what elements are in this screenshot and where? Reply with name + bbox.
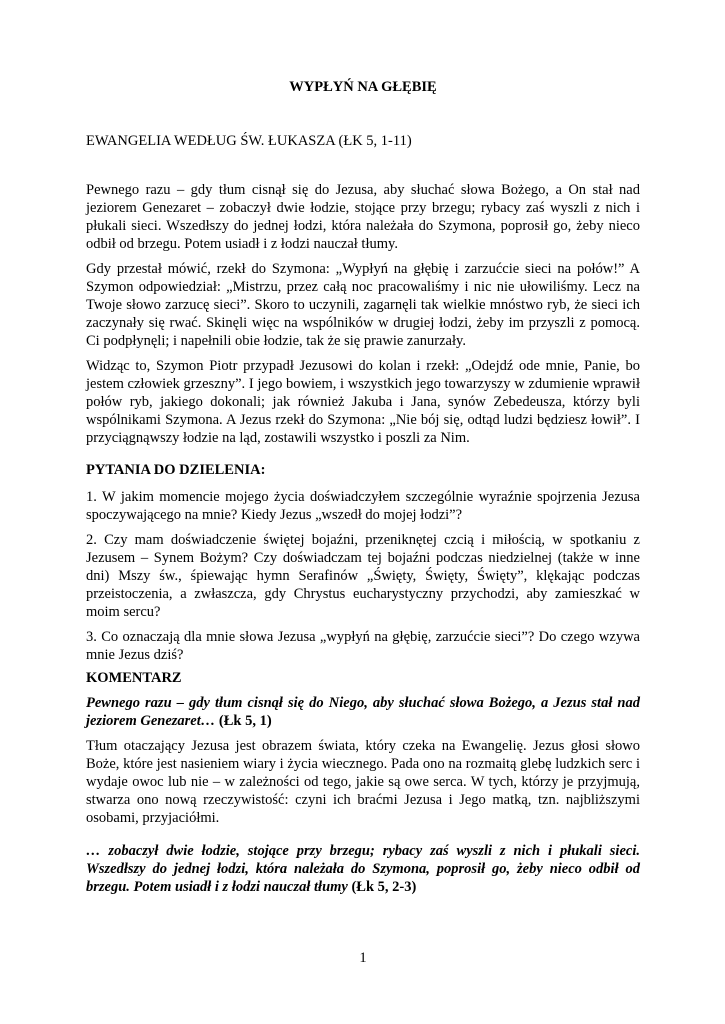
gospel-paragraph: Pewnego razu – gdy tłum cisnął się do Jezusa, aby słuchać słowa Bożego, a On stał nad jeziorem Genezaret – zobaczył dwie łodzie, stojące przy brzegu; rybacy zaś wyszli z nich i płukali sieci. Wszedłszy do jednej łodzi, która należała do Szymona, poprosił go, żeby nieco odbił od brzegu. Potem usiadł i z łodzi nauczał tłumy.	[86, 182, 640, 252]
commentary-heading: KOMENTARZ	[86, 670, 182, 686]
question-item: 2. Czy mam doświadczenie świętej bojaźni, przeniknętej czcią i miłością, w spotkaniu z Jezusem – Synem Bożym? Czy doświadczam tej bojaźni podczas niedzielnej (także w inne dni) Mszy św., śpiewając hymn Serafinów „Święty, Święty, Święty”, klękając podczas przeistoczenia, a zwłaszcza, gdy Chrystus eucharystyczny przychodzi, aby zamieszkać w moim sercu?	[86, 532, 640, 620]
gospel-paragraph: Gdy przestał mówić, rzekł do Szymona: „Wypłyń na głębię i zarzućcie sieci na połów!” A Szymon odpowiedział: „Mistrzu, przez całą noc pracowaliśmy i nic nie ułowiliśmy. Lecz na Twoje słowo zarzucę sieci”. Skoro to uczynili, zagarnęli tak wielkie mnóstwo ryb, że sieci ich zaczynały się rwać. Skinęli więc na wspólników w drugiej łodzi, żeby im przyszli z pomocą. Ci podpłynęli; i napełnili obie łodzie, tak że się prawie zanurzały.	[86, 261, 640, 349]
quote-reference: (Łk 5, 1)	[215, 713, 272, 729]
question-item: 3. Co oznaczają dla mnie słowa Jezusa „wypłyń na głębię, zarzućcie sieci”? Do czego wzywa mnie Jezus dziś?	[86, 629, 640, 663]
commentary-quote	[86, 842, 640, 896]
quote-text: … zobaczył dwie łodzie, stojące przy brzegu; rybacy zaś wyszli z nich i płukali sieci. Wszedłszy do jednej łodzi, która należała do Szymona, poprosił go, żeby nieco odbił od brzegu. Potem usiadł i z łodzi nauczał tłumy	[86, 843, 640, 895]
page-title: WYPŁYŃ NA GŁĘBIĘ	[289, 79, 437, 95]
questions-list	[86, 488, 640, 671]
quote-text: Pewnego razu – gdy tłum cisnął się do Niego, aby słuchać słowa Bożego, a Jezus stał nad jeziorem Genezaret…	[86, 695, 640, 729]
gospel-text	[86, 181, 640, 454]
gospel-reference: EWANGELIA WEDŁUG ŚW. ŁUKASZA (ŁK 5, 1-11)	[86, 133, 412, 149]
commentary-paragraph: Tłum otaczający Jezusa jest obrazem świata, który czeka na Ewangelię. Jezus głosi słowo Boże, które jest nasieniem wiary i życia wiecznego. Pada ono na rozmaitą glebę ludzkich serc i wydaje owoc lub nie – w zależności od tego, jakie są owe serca. W tych, którzy je przyjmują, stwarza ono nową rzeczywistość: czyni ich braćmi Jezusa i Jego matką, tzn. najbliższymi osobami, przyjaciółmi.	[86, 738, 640, 826]
quote-reference: (Łk 5, 2-3)	[347, 879, 417, 895]
commentary-quote	[86, 694, 640, 730]
page-number: 1	[359, 950, 367, 966]
commentary-section	[86, 694, 640, 903]
question-item: 1. W jakim momencie mojego życia doświadczyłem szczególnie wyraźnie spojrzenia Jezusa spoczywającego na mnie? Kiedy Jezus „wszedł do mojej łodzi”?	[86, 489, 640, 523]
questions-heading: PYTANIA DO DZIELENIA:	[86, 462, 266, 478]
gospel-paragraph: Widząc to, Szymon Piotr przypadł Jezusowi do kolan i rzekł: „Odejdź ode mnie, Panie, bo jestem człowiek grzeszny”. I jego bowiem, i wszystkich jego towarzyszy w zdumienie wprawił połów ryb, jakiego dokonali; jak również Jakuba i Jana, synów Zebedeusza, którzy byli wspólnikami Szymona. A Jezus rzekł do Szymona: „Nie bój się, odtąd ludzi będziesz łowił”. I przyciągnąwszy łodzie na ląd, zostawili wszystko i poszli za Nim.	[86, 358, 640, 446]
